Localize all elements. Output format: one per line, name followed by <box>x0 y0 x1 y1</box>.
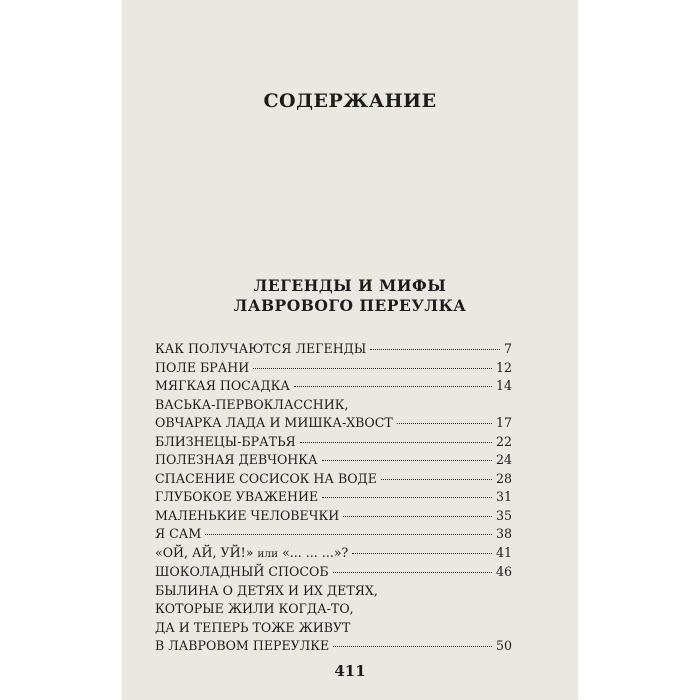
toc-entry-title: ПОЛЕЗНАЯ ДЕВЧОНКА <box>155 452 318 467</box>
toc-entry-title: МАЛЕНЬКИЕ ЧЕЛОВЕЧКИ <box>155 507 340 523</box>
toc-entry-title: ВАСЬКА-ПЕРВОКЛАССНИК, <box>155 396 349 412</box>
toc-page-number: 35 <box>495 507 512 523</box>
toc-entry-title: БЛИЗНЕЦЫ-БРАТЬЯ <box>155 433 296 449</box>
toc-entry <box>155 544 512 564</box>
contents-heading: СОДЕРЖАНИЕ <box>263 90 437 112</box>
toc-entry-line <box>155 488 512 507</box>
toc-page-number: 22 <box>495 433 512 449</box>
toc-entry-title: ШОКОЛАДНЫЙ СПОСОБ <box>155 564 329 579</box>
toc-leader-dots <box>352 553 492 554</box>
toc-entry <box>155 340 512 359</box>
toc-entry-line <box>155 582 512 601</box>
section-title-line: ЛАВРОВОГО ПЕРЕУЛКА <box>233 296 467 315</box>
page-number: 411 <box>334 662 366 680</box>
toc-page-number: 17 <box>495 415 512 430</box>
toc-entry-line <box>155 600 512 619</box>
toc-leader-dots <box>397 423 492 424</box>
toc-entry <box>155 488 512 507</box>
toc-entry-title: КАК ПОЛУЧАЮТСЯ ЛЕГЕНДЫ <box>155 341 367 356</box>
toc-leader-dots <box>370 349 500 350</box>
toc-entry-title: ДА И ТЕПЕРЬ ТОЖЕ ЖИВУТ <box>155 619 351 635</box>
toc-entry-line <box>155 414 512 433</box>
toc-entry-title: «ОЙ, АЙ, УЙ!» или «... ... ...»? <box>155 544 349 560</box>
toc-entry <box>155 451 512 470</box>
toc-page-number: 7 <box>503 341 512 356</box>
toc-page-number: 50 <box>495 638 512 653</box>
toc-entry-line <box>155 340 512 359</box>
toc-leader-dots <box>333 646 492 647</box>
toc-entry <box>155 470 512 489</box>
toc-entry <box>155 396 512 433</box>
toc-entry-line <box>155 396 512 415</box>
toc-entry-title: ОВЧАРКА ЛАДА И МИШКА-ХВОСТ <box>155 415 393 430</box>
toc-entry <box>155 359 512 378</box>
toc-entry-title: В ЛАВРОВОМ ПЕРЕУЛКЕ <box>155 638 330 653</box>
toc-entry-title: ПОЛЕ БРАНИ <box>155 359 250 375</box>
toc-page-number: 28 <box>495 470 512 486</box>
toc-entry-line <box>155 525 512 544</box>
toc-entry-line <box>155 377 512 396</box>
toc-page-number: 14 <box>495 378 512 393</box>
toc-leader-dots <box>294 386 492 387</box>
toc-page-number: 41 <box>495 544 512 560</box>
toc-entry <box>155 433 512 452</box>
toc-entry-line <box>155 433 512 452</box>
toc-entry-title: БЫЛИНА О ДЕТЯХ И ИХ ДЕТЯХ, <box>155 582 378 598</box>
toc-entry-line <box>155 470 512 489</box>
toc-leader-dots <box>343 516 492 517</box>
toc-leader-dots <box>322 460 492 461</box>
toc-leader-dots <box>322 497 492 498</box>
toc-leader-dots <box>333 572 492 573</box>
toc-leader-dots <box>205 534 492 535</box>
section-title-line: ЛЕГЕНДЫ И МИФЫ <box>253 276 447 295</box>
toc-page-number: 31 <box>495 489 512 504</box>
toc-page-number: 46 <box>495 564 512 579</box>
toc-entry-title: ГЛУБОКОЕ УВАЖЕНИЕ <box>155 489 319 504</box>
toc-leader-dots <box>253 368 492 369</box>
toc-entry <box>155 507 512 526</box>
toc-entry <box>155 377 512 396</box>
toc-entry-title: МЯГКАЯ ПОСАДКА <box>155 378 290 393</box>
toc-entry <box>155 582 512 656</box>
toc-leader-dots <box>381 479 492 480</box>
toc-entry-title: КОТОРЫЕ ЖИЛИ КОГДА-ТО, <box>155 601 354 616</box>
toc-entry-line <box>155 619 512 638</box>
book-page <box>122 0 578 700</box>
toc-entry-line <box>155 637 512 656</box>
toc-entry-line <box>155 563 512 582</box>
toc-entry-title: Я САМ <box>155 526 202 541</box>
toc-entry-line <box>155 359 512 378</box>
toc-page-number: 24 <box>495 452 512 467</box>
toc-entry <box>155 525 512 544</box>
toc-leader-dots <box>300 442 492 443</box>
toc-entry-title: СПАСЕНИЕ СОСИСОК НА ВОДЕ <box>155 470 377 486</box>
toc-entry-line <box>155 451 512 470</box>
table-of-contents <box>155 340 512 656</box>
toc-entry <box>155 563 512 582</box>
section-title <box>122 276 578 316</box>
toc-entry-line <box>155 544 512 564</box>
toc-entry-line <box>155 507 512 526</box>
toc-page-number: 12 <box>495 359 512 375</box>
toc-page-number: 38 <box>495 526 512 541</box>
